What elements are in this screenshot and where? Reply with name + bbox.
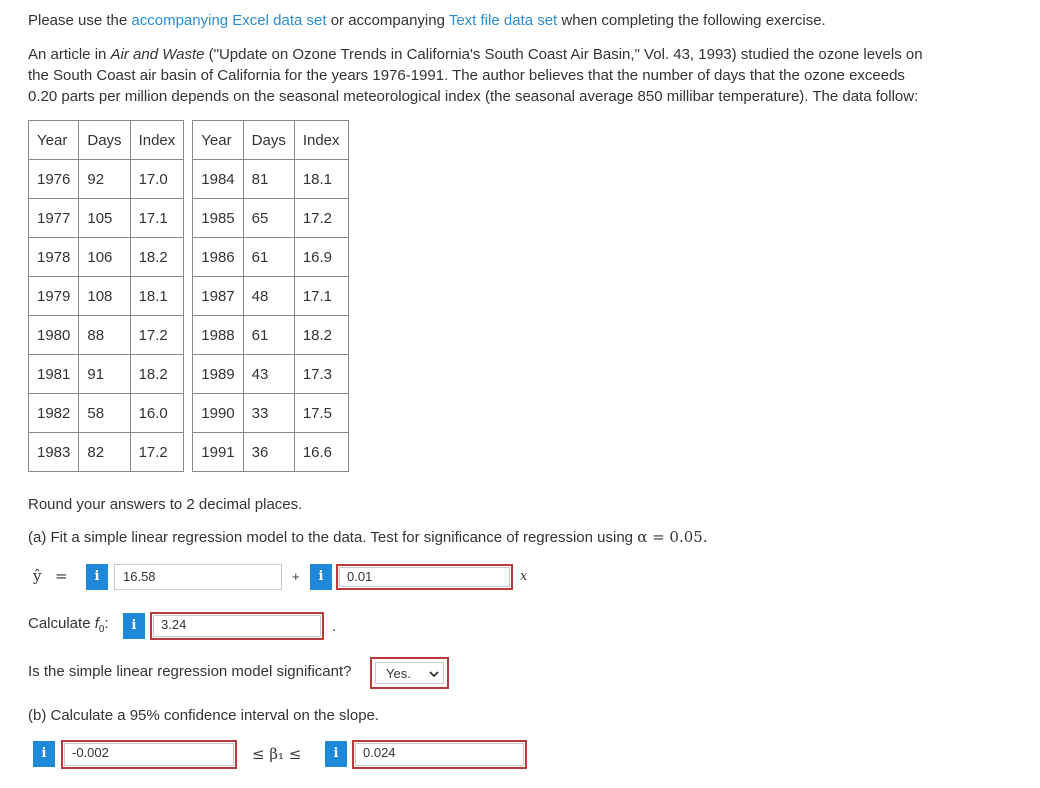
- round-note: Round your answers to 2 decimal places.: [28, 496, 303, 513]
- cell-days: 61: [243, 316, 294, 355]
- cell-days: 92: [79, 160, 130, 199]
- cell-index: 17.3: [294, 355, 348, 394]
- table-row: [29, 277, 349, 316]
- col-header-days: Days: [243, 121, 294, 160]
- cell-year: 1989: [193, 355, 243, 394]
- cell-index: 18.1: [130, 277, 184, 316]
- cell-year: 1981: [29, 355, 79, 394]
- article-text: An article in Air and Waste ("Update on Ozone Trends in California's South Coast Air Basin," Vol. 43, 1993) studied the ozone levels on the South Coast air basin of California for the years 1976-1991. The author believes that the number of days that the ozone exceeds 0.20 parts per million depends on the seasonal meteorological index (the seasonal average 850 millibar temperature). The data follow:: [28, 46, 923, 105]
- f0-period: .: [332, 618, 337, 635]
- col-header-days: Days: [79, 121, 130, 160]
- plus-sign: +: [292, 569, 300, 584]
- cell-days: 36: [243, 433, 294, 472]
- cell-days: 82: [79, 433, 130, 472]
- f0-input[interactable]: 3.24: [150, 612, 324, 640]
- cell-year: 1978: [29, 238, 79, 277]
- cell-days: 81: [243, 160, 294, 199]
- cell-days: 43: [243, 355, 294, 394]
- significance-select[interactable]: [370, 657, 449, 689]
- cell-index: 16.9: [294, 238, 348, 277]
- cell-index: 18.1: [294, 160, 348, 199]
- part-a-text: (a) Fit a simple linear regression model to the data. Test for significance of regression using α = 0.05.: [28, 528, 708, 546]
- significance-select-value: Yes.: [375, 662, 444, 684]
- cell-year: 1984: [193, 160, 243, 199]
- col-header-index: Index: [294, 121, 348, 160]
- f0-label: Calculate $f_0$:: [28, 615, 109, 635]
- info-icon[interactable]: i: [325, 741, 347, 767]
- x-variable: x: [520, 569, 528, 584]
- cell-index: 17.1: [130, 199, 184, 238]
- cell-year: 1982: [29, 394, 79, 433]
- info-icon[interactable]: i: [33, 741, 55, 767]
- table-row: [29, 433, 349, 472]
- table-row: [29, 238, 349, 277]
- cell-days: 48: [243, 277, 294, 316]
- cell-year: 1986: [193, 238, 243, 277]
- info-icon[interactable]: i: [86, 564, 108, 590]
- intercept-input[interactable]: 16.58: [114, 564, 282, 590]
- cell-days: 105: [79, 199, 130, 238]
- info-icon[interactable]: i: [310, 564, 332, 590]
- col-header-index: Index: [130, 121, 184, 160]
- slope-input[interactable]: 0.01: [336, 564, 513, 590]
- cell-index: 18.2: [130, 355, 184, 394]
- cell-index: 16.6: [294, 433, 348, 472]
- ci-upper-input[interactable]: 0.024: [352, 740, 527, 769]
- info-icon[interactable]: i: [123, 613, 145, 639]
- table-row: [29, 160, 349, 199]
- cell-days: 108: [79, 277, 130, 316]
- cell-days: 106: [79, 238, 130, 277]
- equals-sign: =: [55, 567, 68, 585]
- cell-year: 1987: [193, 277, 243, 316]
- cell-year: 1980: [29, 316, 79, 355]
- intro-text: Please use the accompanying Excel data set or accompanying Text file data set when completing the following exercise.: [28, 12, 826, 29]
- cell-days: 33: [243, 394, 294, 433]
- cell-index: 17.2: [130, 316, 184, 355]
- cell-index: 17.0: [130, 160, 184, 199]
- cell-year: 1983: [29, 433, 79, 472]
- alpha-expression: α = 0.05.: [637, 528, 708, 546]
- table-header-row: [29, 121, 349, 160]
- cell-index: 18.2: [130, 238, 184, 277]
- cell-index: 16.0: [130, 394, 184, 433]
- text-file-data-link[interactable]: Text file data set: [448, 12, 558, 29]
- cell-days: 65: [243, 199, 294, 238]
- cell-days: 58: [79, 394, 130, 433]
- cell-year: 1990: [193, 394, 243, 433]
- cell-days: 61: [243, 238, 294, 277]
- col-header-year: Year: [29, 121, 79, 160]
- ci-lower-input[interactable]: -0.002: [61, 740, 237, 769]
- cell-year: 1991: [193, 433, 243, 472]
- cell-index: 18.2: [294, 316, 348, 355]
- cell-year: 1979: [29, 277, 79, 316]
- table-row: [29, 394, 349, 433]
- part-b-text: (b) Calculate a 95% confidence interval on the slope.: [28, 707, 380, 724]
- slope-inequality: ≤ β₁ ≤: [252, 745, 302, 763]
- table-row: [29, 316, 349, 355]
- significance-question: Is the simple linear regression model significant?: [28, 663, 352, 680]
- cell-year: 1985: [193, 199, 243, 238]
- table-row: [29, 355, 349, 394]
- cell-days: 88: [79, 316, 130, 355]
- cell-days: 91: [79, 355, 130, 394]
- cell-year: 1988: [193, 316, 243, 355]
- cell-year: 1977: [29, 199, 79, 238]
- chevron-down-icon: [427, 667, 441, 681]
- cell-index: 17.1: [294, 277, 348, 316]
- cell-index: 17.5: [294, 394, 348, 433]
- data-table: [28, 120, 349, 472]
- cell-index: 17.2: [294, 199, 348, 238]
- excel-data-link[interactable]: accompanying Excel data set: [131, 12, 327, 29]
- cell-index: 17.2: [130, 433, 184, 472]
- table-row: [29, 199, 349, 238]
- cell-year: 1976: [29, 160, 79, 199]
- col-header-year: Year: [193, 121, 243, 160]
- yhat-symbol: ŷ: [33, 567, 42, 585]
